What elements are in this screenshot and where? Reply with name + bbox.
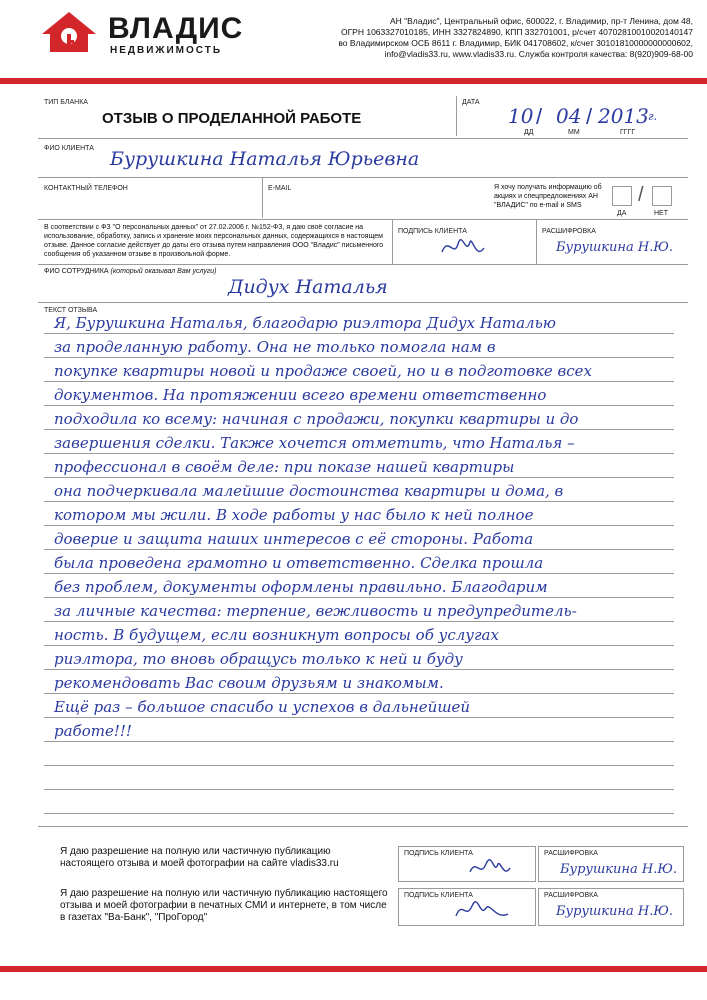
month-caption: ММ bbox=[568, 129, 580, 136]
row-line bbox=[38, 826, 688, 827]
client-signature-icon bbox=[452, 896, 512, 924]
review-line: доверие и защита наших интересов с её стороны. Работа bbox=[54, 530, 534, 548]
review-line: Ещё раз – большое спасибо и успехов в дальнейшей bbox=[54, 698, 471, 716]
phone-label: КОНТАКТНЫЙ ТЕЛЕФОН bbox=[44, 185, 128, 192]
ruled-line bbox=[44, 813, 674, 814]
review-line: ность. В будущем, если возникнут вопросы об услугах bbox=[54, 626, 499, 644]
date-suffix: г. bbox=[648, 110, 658, 123]
review-line: котором мы жили. В ходе работы у нас было к ней полное bbox=[54, 506, 534, 524]
review-line: риэлтора, то вновь обращусь только к ней и буду bbox=[54, 650, 463, 668]
day-caption: ДД bbox=[524, 129, 534, 136]
date-label: ДАТА bbox=[462, 99, 480, 106]
contact-line: во Владимирском ОСБ 8611 г. Владимир, БИК 041708602, к/счет 30101810000000000602, bbox=[338, 38, 693, 48]
contact-line: ОГРН 1063327010185, ИНН 3327824890, КПП 332701001, р/счет 40702810010020140147 bbox=[340, 27, 693, 37]
row-line bbox=[38, 138, 688, 139]
contact-line: info@vladis33.ru, www.vladis33.ru. Служба контроля качества: 8(920)909-68-00 bbox=[384, 49, 693, 59]
date-slash: / bbox=[586, 104, 593, 129]
divider bbox=[262, 178, 263, 218]
row-line bbox=[38, 177, 688, 178]
decode-value: Бурушкина Н.Ю. bbox=[560, 862, 677, 877]
review-line: она подчеркивала малейшие достоинства квартиры и дома, в bbox=[54, 482, 564, 500]
top-red-bar bbox=[0, 78, 707, 84]
no-label: НЕТ bbox=[654, 210, 668, 217]
ruled-line bbox=[44, 789, 674, 790]
email-label: E-MAIL bbox=[268, 185, 292, 192]
review-line: рекомендовать Вас своим друзьям и знакомым. bbox=[54, 674, 444, 692]
signature-label: ПОДПИСЬ КЛИЕНТА bbox=[404, 850, 473, 857]
slash: / bbox=[638, 184, 644, 206]
divider bbox=[456, 96, 457, 136]
decode-label: РАСШИФРОВКА bbox=[542, 228, 596, 235]
yes-label: ДА bbox=[617, 210, 627, 217]
review-line: Я, Бурушкина Наталья, благодарю риэлтора Дидух Наталью bbox=[54, 314, 556, 332]
divider bbox=[536, 220, 537, 264]
review-line: профессионал в своём деле: при показе нашей квартиры bbox=[54, 458, 515, 476]
date-slash: / bbox=[536, 104, 543, 129]
subscribe-text: Я хочу получать информацию об акциях и спецпредложениях АН "ВЛАДИС" по e-mail и SMS bbox=[494, 184, 602, 209]
year-caption: ГГГГ bbox=[620, 129, 636, 136]
type-label: ТИП БЛАНКА bbox=[44, 99, 88, 106]
decode-label: РАСШИФРОВКА bbox=[544, 850, 598, 857]
divider bbox=[392, 220, 393, 264]
review-line: документов. На протяжении всего времени ответственно bbox=[54, 386, 547, 404]
publish-site-text: Я даю разрешение на полную или частичную публикацию настоящего отзыва и моей фотографии на сайте vladis33.ru bbox=[60, 846, 339, 869]
review-line: за личные качества: терпение, вежливость и предупредитель- bbox=[54, 602, 577, 620]
decode-value: Бурушкина Н.Ю. bbox=[556, 904, 673, 919]
signature-label: ПОДПИСЬ КЛИЕНТА bbox=[404, 892, 473, 899]
contact-block bbox=[293, 16, 693, 60]
row-line bbox=[38, 302, 688, 303]
employee-label-wrap bbox=[44, 268, 217, 275]
date-day: 10 bbox=[508, 104, 534, 128]
client-name: Бурушкина Наталья Юрьевна bbox=[110, 148, 420, 170]
bottom-red-bar bbox=[0, 966, 707, 972]
decode-value: Бурушкина Н.Ю. bbox=[556, 240, 673, 255]
review-line: без проблем, документы оформлены правильно. Благодарим bbox=[54, 578, 548, 596]
review-line: работе!!! bbox=[54, 722, 132, 740]
review-line: была проведена грамотно и ответственно. Сделка прошла bbox=[54, 554, 544, 572]
date-year: 2013 bbox=[598, 104, 649, 128]
client-signature-icon bbox=[438, 232, 488, 262]
publish-media-text: Я даю разрешение на полную или частичную публикацию настоящего отзыва и моей фотографии в печатных СМИ и интернете, в том числе в газетах "Ва-Банк", "ПроГород" bbox=[60, 888, 388, 923]
yes-checkbox[interactable] bbox=[612, 186, 632, 206]
row-line bbox=[38, 219, 688, 220]
review-text bbox=[54, 314, 684, 746]
contact-line: АН "Владис", Центральный офис, 600022, г. Владимир, пр-т Ленина, дом 48, bbox=[389, 16, 693, 26]
ruled-line bbox=[44, 765, 674, 766]
review-line: подходила ко всему: начиная с продажи, покупки квартиры и до bbox=[54, 410, 579, 428]
client-label: ФИО КЛИЕНТА bbox=[44, 145, 94, 152]
row-line bbox=[38, 264, 688, 265]
signature-label: ПОДПИСЬ КЛИЕНТА bbox=[398, 228, 467, 235]
client-signature-icon bbox=[466, 854, 514, 882]
no-checkbox[interactable] bbox=[652, 186, 672, 206]
employee-hint: (который оказывал Вам услуги) bbox=[110, 268, 217, 275]
decode-label: РАСШИФРОВКА bbox=[544, 892, 598, 899]
date-month: 04 bbox=[556, 104, 582, 128]
brand-name: ВЛАДИС bbox=[108, 12, 244, 45]
form-title: ОТЗЫВ О ПРОДЕЛАННОЙ РАБОТЕ bbox=[102, 110, 362, 127]
employee-name: Дидух Наталья bbox=[228, 276, 388, 298]
house-logo-icon bbox=[40, 10, 98, 54]
review-line: покупке квартиры новой и продаже своей, но и в подготовке всех bbox=[54, 362, 592, 380]
consent-text: В соответствии с ФЗ "О персональных данных" от 27.02.2006 г. №152-ФЗ, я даю своё согласие на использование, обработку, запись и хранение моих персональных данных, содержащихся в настоящем отзыве. Данное согласие действует до даты его отзыва путем направления ООО "Владис" письменного сообщения об указанном отзыве в произвольной форме. bbox=[44, 224, 384, 258]
brand-subtitle: НЕДВИЖИМОСТЬ bbox=[110, 45, 223, 56]
review-line: за проделанную работу. Она не только помогла нам в bbox=[54, 338, 496, 356]
review-label: ТЕКСТ ОТЗЫВА bbox=[44, 307, 98, 314]
employee-label: ФИО СОТРУДНИКА bbox=[44, 268, 109, 275]
review-line: завершения сделки. Также хочется отметить, что Наталья – bbox=[54, 434, 575, 452]
